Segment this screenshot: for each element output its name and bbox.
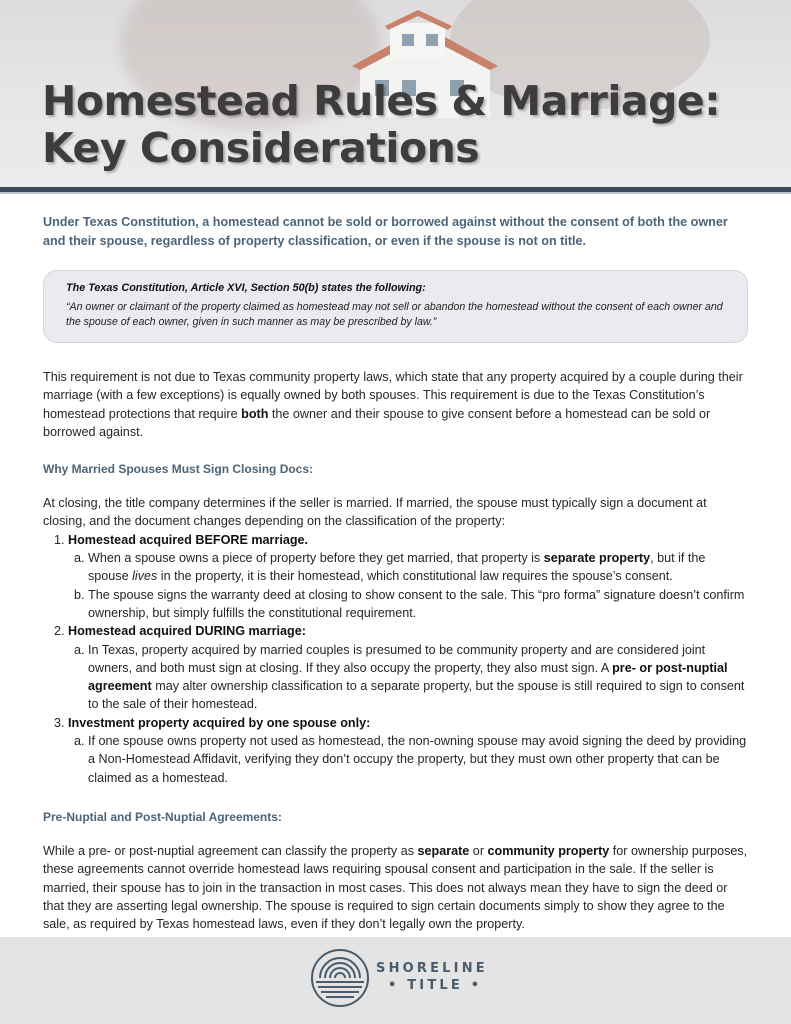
list-item [43, 531, 748, 622]
closing-lead-paragraph: At closing, the title company determines if the seller is married. If married, the spouse must typically sign a document at closing, and the document changes depending on the classification of the property: [43, 496, 707, 529]
sub-bold: separate property [543, 551, 651, 566]
sub-list-item [68, 549, 748, 586]
brand-name: SHORELINE [376, 961, 488, 976]
title-line-2: Key Considerations [42, 124, 480, 172]
shoreline-logo-icon [310, 948, 370, 1008]
para-bold: both [241, 406, 269, 421]
main-content [43, 213, 748, 933]
header-banner [0, 0, 791, 187]
para-text: While a pre- or post-nuptial agreement can classify the property as [43, 843, 418, 858]
classification-list [43, 531, 748, 787]
list-item [43, 622, 748, 713]
para-text: or [469, 843, 488, 858]
requirement-paragraph [43, 368, 748, 441]
sub-italic: lives [132, 569, 158, 584]
para-bold: separate [417, 843, 470, 858]
sub-list [68, 549, 748, 622]
section-heading-married-spouses: Why Married Spouses Must Sign Closing Docs: [43, 462, 314, 477]
list-item-heading: Homestead acquired DURING marriage: [68, 624, 306, 639]
sub-list-item [68, 586, 748, 623]
sub-text: may alter ownership classification to a separate property, but the spouse is still required to sign to consent to the sale of their homestead. [88, 679, 745, 712]
sub-letter: a. [74, 642, 85, 657]
quote-title: The Texas Constitution, Article XVI, Section 50(b) states the following: [66, 282, 426, 294]
quote-text: “An owner or claimant of the property claimed as homestead may not sell or abandon the homestead without the consent of each owner and the spouse of each owner, given in such manner as may be prescribed by law.” [66, 301, 723, 328]
para-text: the owner and their spouse to give consent before a homestead can be sold or borrowed against. [43, 406, 711, 439]
list-item-heading: Investment property acquired by one spouse only: [68, 715, 371, 730]
sub-letter: a. [74, 551, 85, 566]
sub-text: The spouse signs the warranty deed at closing to show consent to the sale. This “pro forma” signature doesn’t confirm ownership, but simply fulfills the constitutional requirement. [88, 587, 745, 620]
header-rule-accent [0, 192, 791, 194]
list-number: 3. [54, 715, 65, 730]
page-title [42, 78, 720, 172]
title-line-1: Homestead Rules & Marriage: [42, 77, 721, 125]
section-heading-nuptial: Pre-Nuptial and Post-Nuptial Agreements: [43, 809, 282, 824]
sub-list-item [68, 641, 748, 714]
sub-text: In Texas, property acquired by married couples is presumed to be community property and are considered joint owners, and both must sign at closing. If they also occupy the property, they also must sign. A [88, 642, 706, 675]
footer [0, 937, 791, 1024]
para-text: This requirement is not due to Texas community property laws, which state that any property acquired by a couple during their marriage (with a few exceptions) is equally owned by both spouses. This requirement is due to the Texas Constitution’s homestead protections that require [43, 370, 743, 421]
sub-text: If one spouse owns property not used as homestead, the non-owning spouse may avoid signing the deed by providing a Non-Homestead Affidavit, verifying they don’t occupy the property, but they must own other property that can be claimed as a homestead. [88, 734, 747, 785]
list-item [43, 714, 748, 787]
sub-letter: b. [74, 587, 85, 602]
constitution-quote-box [43, 270, 748, 343]
sub-text: When a spouse owns a piece of property before they get married, that property is [88, 551, 544, 566]
list-number: 2. [54, 624, 65, 639]
sub-list [68, 641, 748, 714]
sub-list [68, 732, 748, 787]
para-bold: community property [487, 843, 610, 858]
sub-text: in the property, it is their homestead, which constitutional law requires the spouse’s consent. [157, 569, 673, 584]
nuptial-paragraph [43, 842, 748, 933]
intro-paragraph: Under Texas Constitution, a homestead cannot be sold or borrowed against without the consent of both the owner and their spouse, regardless of property classification, or even if the spouse is not on title. [43, 215, 728, 248]
list-number: 1. [54, 532, 65, 547]
sub-letter: a. [74, 734, 85, 749]
sub-list-item [68, 732, 748, 787]
para-text: for ownership purposes, these agreements cannot override homestead laws requiring spousal consent and participation in the sale. If the seller is married, their spouse has to join in the transaction in most cases. This does not always mean they have to sign the deed or that they are asserting legal ownership. The spouse is required to sign certain documents simply to show they agree to the sale, as required by Texas homestead laws, even if they don’t legally own the property. [43, 843, 748, 932]
sub-text: , but if the spouse [88, 551, 706, 584]
brand-subtitle: • TITLE • [388, 978, 483, 993]
list-item-heading: Homestead acquired BEFORE marriage. [68, 532, 309, 547]
sub-bold: pre- or post-nuptial agreement [88, 660, 728, 694]
